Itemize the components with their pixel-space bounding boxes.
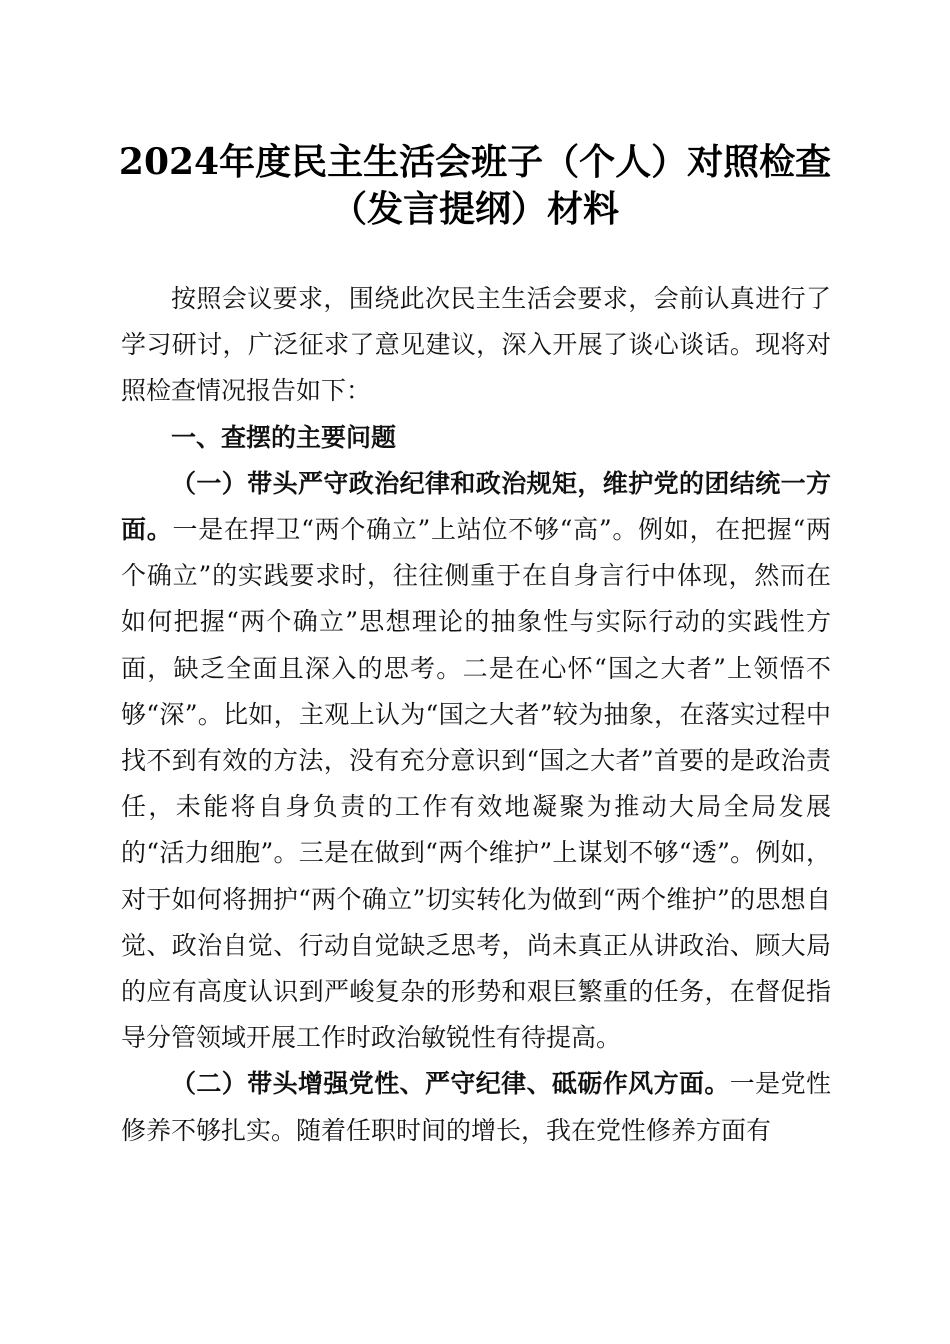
intro-paragraph: 按照会议要求，围绕此次民主生活会要求，会前认真进行了学习研讨，广泛征求了意见建议，深入开展了谈心谈话。现将对照检查情况报告如下： (121, 284, 831, 406)
section-heading: 一、查摆的主要问题 (171, 422, 397, 452)
item-1-paragraph (121, 461, 831, 1062)
document-body (121, 276, 831, 1154)
document-title-line-1: 2024年度民主生活会班子（个人）对照检查 (118, 141, 832, 183)
item-1-heading: （一）带头严守政治纪律和政治规矩，维护党的团结统一方面。 (121, 468, 831, 545)
document-title-line-2: （发言提纲）材料 (330, 188, 619, 230)
item-2-heading: （二）带头增强党性、严守纪律、砥砺作风方面。 (171, 1069, 730, 1099)
item-1-body: 一是在捍卫“两个确立”上站位不够“高”。例如，在把握“两个确立”的实践要求时，往往侧重于在自身言行中体现，然而在如何把握“两个确立”思想理论的抽象性与实际行动的实践性方面，缺乏全面且深入的思考。二是在心怀“国之大者”上领悟不够“深”。比如，主观上认为“国之大者”较为抽象，在落实过程中找不到有效的方法，没有充分意识到“国之大者”首要的是政治责任，未能将自身负责的工作有效地凝聚为推动大局全局发展的“活力细胞”。三是在做到“两个维护”上谋划不够“透”。例如，对于如何将拥护“两个确立”切实转化为做到“两个维护”的思想自觉、政治自觉、行动自觉缺乏思考，尚未真正从讲政治、顾大局的应有高度认识到严峻复杂的形势和艰巨繁重的任务，在督促指导分管领域开展工作时政治敏锐性有待提高。 (121, 515, 831, 1053)
item-2-body: 一是党性修养不够扎实。随着任职时间的增长，我在党性修养方面有 (121, 1069, 831, 1145)
item-2-paragraph (121, 1061, 831, 1153)
